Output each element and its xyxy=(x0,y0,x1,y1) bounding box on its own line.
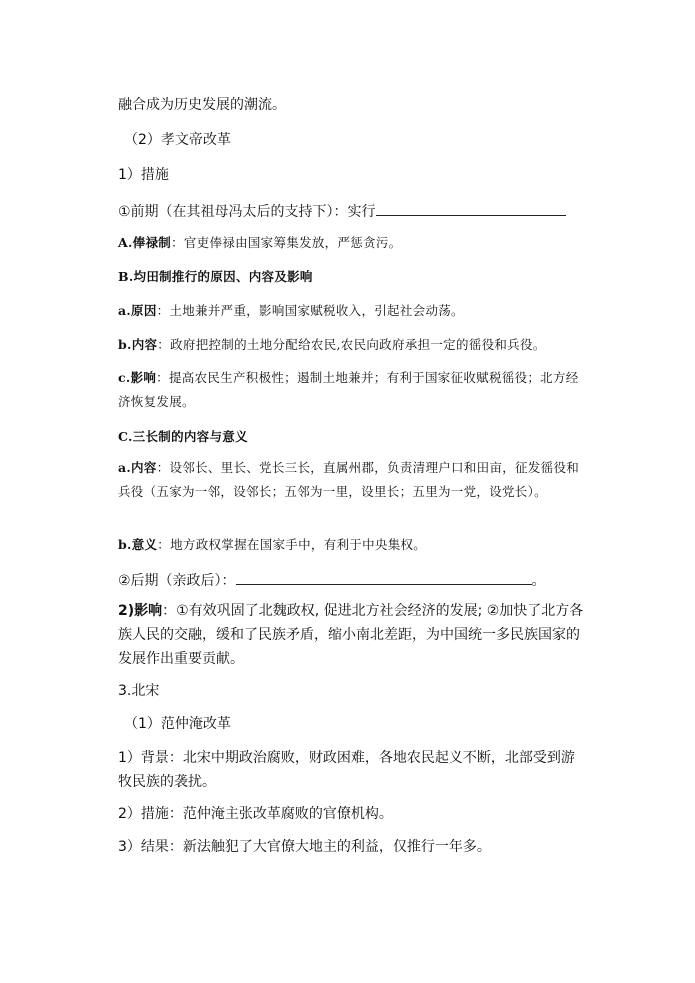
item-c-heading: C.三长制的内容与意义 xyxy=(118,429,248,444)
result-line: 3）结果：新法触犯了大官僚大地主的利益，仅推行一年多。 xyxy=(118,839,491,855)
impact-paragraph: 2)影响：①有效巩固了北魏政权, 促进北方社会经济的发展; ②加快了北方各族人民的交融，缓和了民族矛盾，缩小南北差距，为中国统一多民族国家的发展作出重要贡献。 xyxy=(118,603,584,667)
item-b-heading: B.均田制推行的原因、内容及影响 xyxy=(118,269,313,284)
fill-blank-line-later: ②后期（亲政后）： 。 xyxy=(118,568,588,592)
section-heading: （2）孝文帝改革 xyxy=(124,132,231,148)
item-a-label: A.俸禄制 xyxy=(118,235,172,250)
item-a xyxy=(118,232,588,254)
section-heading-3: 3.北宋 xyxy=(118,683,160,699)
fill-blank-line: ①前期（在其祖母冯太后的支持下）：实行 xyxy=(118,199,588,223)
measures-line: 2）措施：范仲淹主张改革腐败的官僚机构。 xyxy=(118,806,393,822)
item-c-a: a.内容：设邻长、里长、党长三长，直属州郡，负责清理户口和田亩，征发徭役和兵役（五家为一邻，设邻长；五邻为一里，设里长；五里为一党，设党长）。 xyxy=(118,460,580,499)
answer-blank-later[interactable] xyxy=(236,568,532,585)
item-b-a: a.原因：土地兼并严重，影响国家赋税收入，引起社会动荡。 xyxy=(118,303,464,318)
answer-blank[interactable] xyxy=(376,199,566,216)
subsection-heading: 1）措施 xyxy=(118,167,169,183)
item-a-text: ：官吏俸禄由国家筹集发放，严惩贪污。 xyxy=(171,235,402,250)
text-line: 融合成为历史发展的潮流。 xyxy=(118,97,286,113)
background-paragraph: 1）背景：北宋中期政治腐败，财政困难，各地农民起义不断，北部受到游牧民族的袭扰。 xyxy=(118,750,575,790)
subsection-heading-3-1: （1）范仲淹改革 xyxy=(124,716,231,732)
item-b-b: b.内容：政府把控制的土地分配给农民,农民向政府承担一定的徭役和兵役。 xyxy=(118,337,546,352)
item-c-b: b.意义：地方政权掌握在国家手中，有利于中央集权。 xyxy=(118,537,427,552)
item-b-c: c.影响：提高农民生产积极性；遏制土地兼并；有利于国家征收赋税徭役；北方经济恢复发展。 xyxy=(118,370,579,409)
